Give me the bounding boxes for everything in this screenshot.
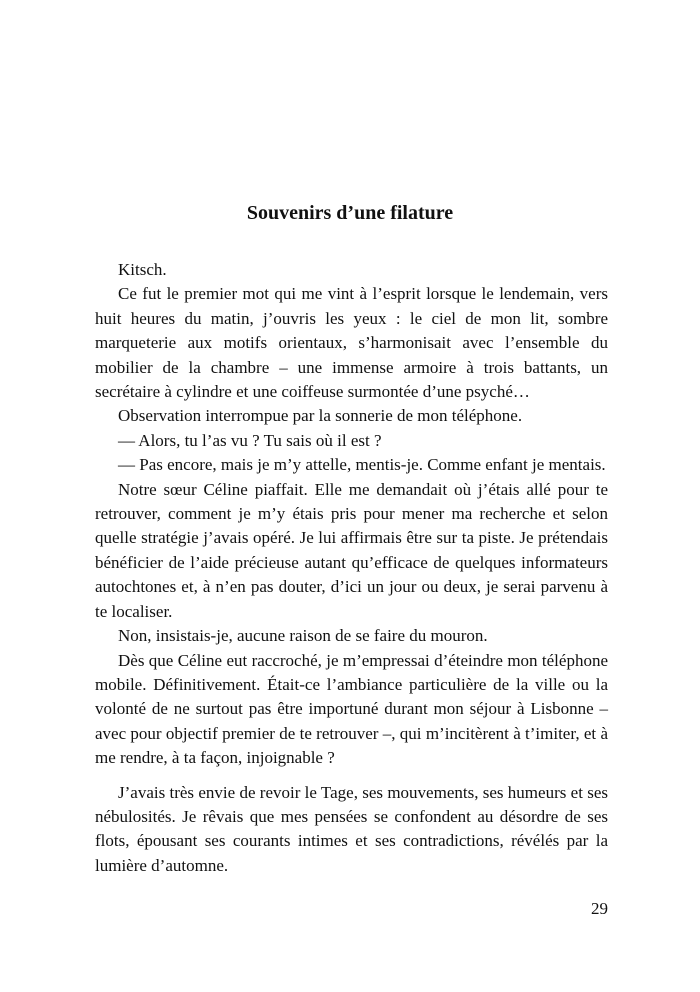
paragraph: Dès que Céline eut raccroché, je m’empressai d’éteindre mon téléphone mobile. Définitivement. Était-ce l’ambiance particulière de la ville ou la volonté de ne surtout pas être importuné durant mon séjour à Lisbonne – avec pour objectif premier de te retrouver –, qui m’incitèrent à t’imiter, et à me rendre, à ta façon, injoignable ? [95,650,608,768]
paragraph: J’avais très envie de revoir le Tage, ses mouvements, ses humeurs et ses nébulosités. Je rêvais que mes pensées se confondent au désordre de ses flots, épousant ses courants intimes et ses contradictions, révélés par la lumière d’automne. [95,782,608,875]
paragraph: Notre sœur Céline piaffait. Elle me demandait où j’étais allé pour te retrouver, comment je m’y étais pris pour mener ma recherche et selon quelle stratégie j’avais opéré. Je lui affirmais être sur ta piste. Je prétendais bénéficier de l’aide précieuse autant qu’efficace de quelques informateurs autochtones et, à n’en pas douter, d’ici un jour ou deux, je serai parvenu à te localiser. [95,479,608,621]
paragraph: Non, insistais-je, aucune raison de se faire du mouron. [118,626,488,646]
paragraph: Observation interrompue par la sonnerie de mon téléphone. [118,406,523,426]
chapter-title: Souvenirs d’une filature [246,202,454,224]
paragraph: — Alors, tu l’as vu ? Tu sais où il est ? [118,430,382,450]
page-number: 29 [591,899,608,918]
body-text [95,258,608,878]
paragraph: Ce fut le premier mot qui me vint à l’esprit lorsque le lendemain, vers huit heures du matin, j’ouvris les yeux : le ciel de mon lit, sombre marqueterie aux motifs orientaux, s’harmonisait avec l’ensemble du mobilier de la chambre – une immense armoire à trois battants, un secrétaire à cylindre et une coiffeuse surmontée d’une psyché… [95,284,608,402]
paragraph: — Pas encore, mais je m’y attelle, mentis-je. Comme enfant je mentais. [118,455,606,475]
paragraph: Kitsch. [118,260,167,279]
